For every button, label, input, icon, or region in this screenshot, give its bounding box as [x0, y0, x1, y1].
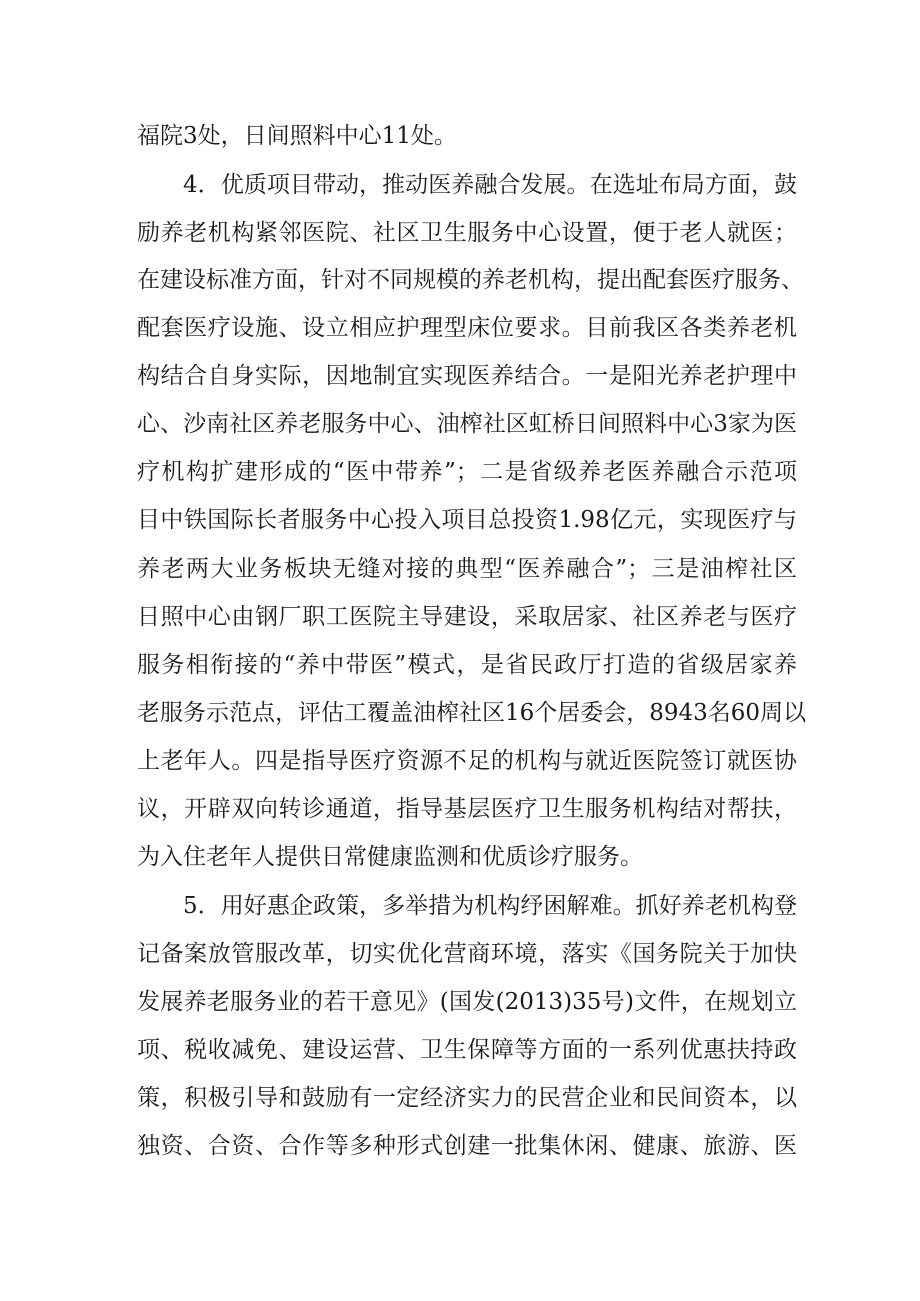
text-line: 记备案放管服改革，切实优化营商环境，落实《国务院关于加快 [137, 941, 797, 967]
text-line: 5．用好惠企政策，多举措为机构纾困解难。抓好养老机构登 [183, 893, 797, 919]
text-line: 独资、合资、合作等多种形式创建一批集休闲、健康、旅游、医 [137, 1133, 797, 1159]
text-line: 在建设标准方面，针对不同规模的养老机构，提出配套医疗服务、 [137, 267, 804, 293]
text-line: 4．优质项目带动，推动医养融合发展。在选址布局方面，鼓 [183, 172, 797, 198]
text-line: 励养老机构紧邻医院、社区卫生服务中心设置，便于老人就医； [137, 220, 797, 246]
text-line: 议，开辟双向转诊通道，指导基层医疗卫生服务机构结对帮扶， [137, 796, 797, 822]
text-line: 构结合自身实际，因地制宜实现医养结合。一是阳光养老护理中 [137, 363, 797, 389]
text-line: 服务相衔接的“养中带医”模式，是省民政厅打造的省级居家养 [137, 652, 797, 678]
text-line: 策，积极引导和鼓励有一定经济实力的民营企业和民间资本，以 [137, 1085, 797, 1111]
text-line: 目中铁国际长者服务中心投入项目总投资1.98亿元，实现医疗与 [137, 507, 797, 533]
text-line: 日照中心由钢厂职工医院主导建设，采取居家、社区养老与医疗 [137, 604, 797, 630]
text-line: 项、税收减免、建设运营、卫生保障等方面的一系列优惠扶持政 [137, 1037, 797, 1063]
text-line: 为入住老年人提供日常健康监测和优质诊疗服务。 [137, 844, 643, 870]
text-line: 心、沙南社区养老服务中心、油榨社区虹桥日间照料中心3家为医 [137, 411, 797, 437]
text-line: 老服务示范点，评估工覆盖油榨社区16个居委会，8943名60周以 [137, 700, 807, 726]
text-line: 配套医疗设施、设立相应护理型床位要求。目前我区各类养老机 [137, 315, 797, 341]
text-line: 福院3处，日间照料中心11处。 [137, 123, 457, 149]
text-line: 上老年人。四是指导医疗资源不足的机构与就近医院签订就医协 [137, 748, 797, 774]
text-line: 发展养老服务业的若干意见》(国发(2013)35号)文件，在规划立 [137, 989, 797, 1015]
text-line: 疗机构扩建形成的“医中带养”；二是省级养老医养融合示范项 [137, 459, 797, 485]
text-line: 养老两大业务板块无缝对接的典型“医养融合”；三是油榨社区 [137, 556, 797, 582]
